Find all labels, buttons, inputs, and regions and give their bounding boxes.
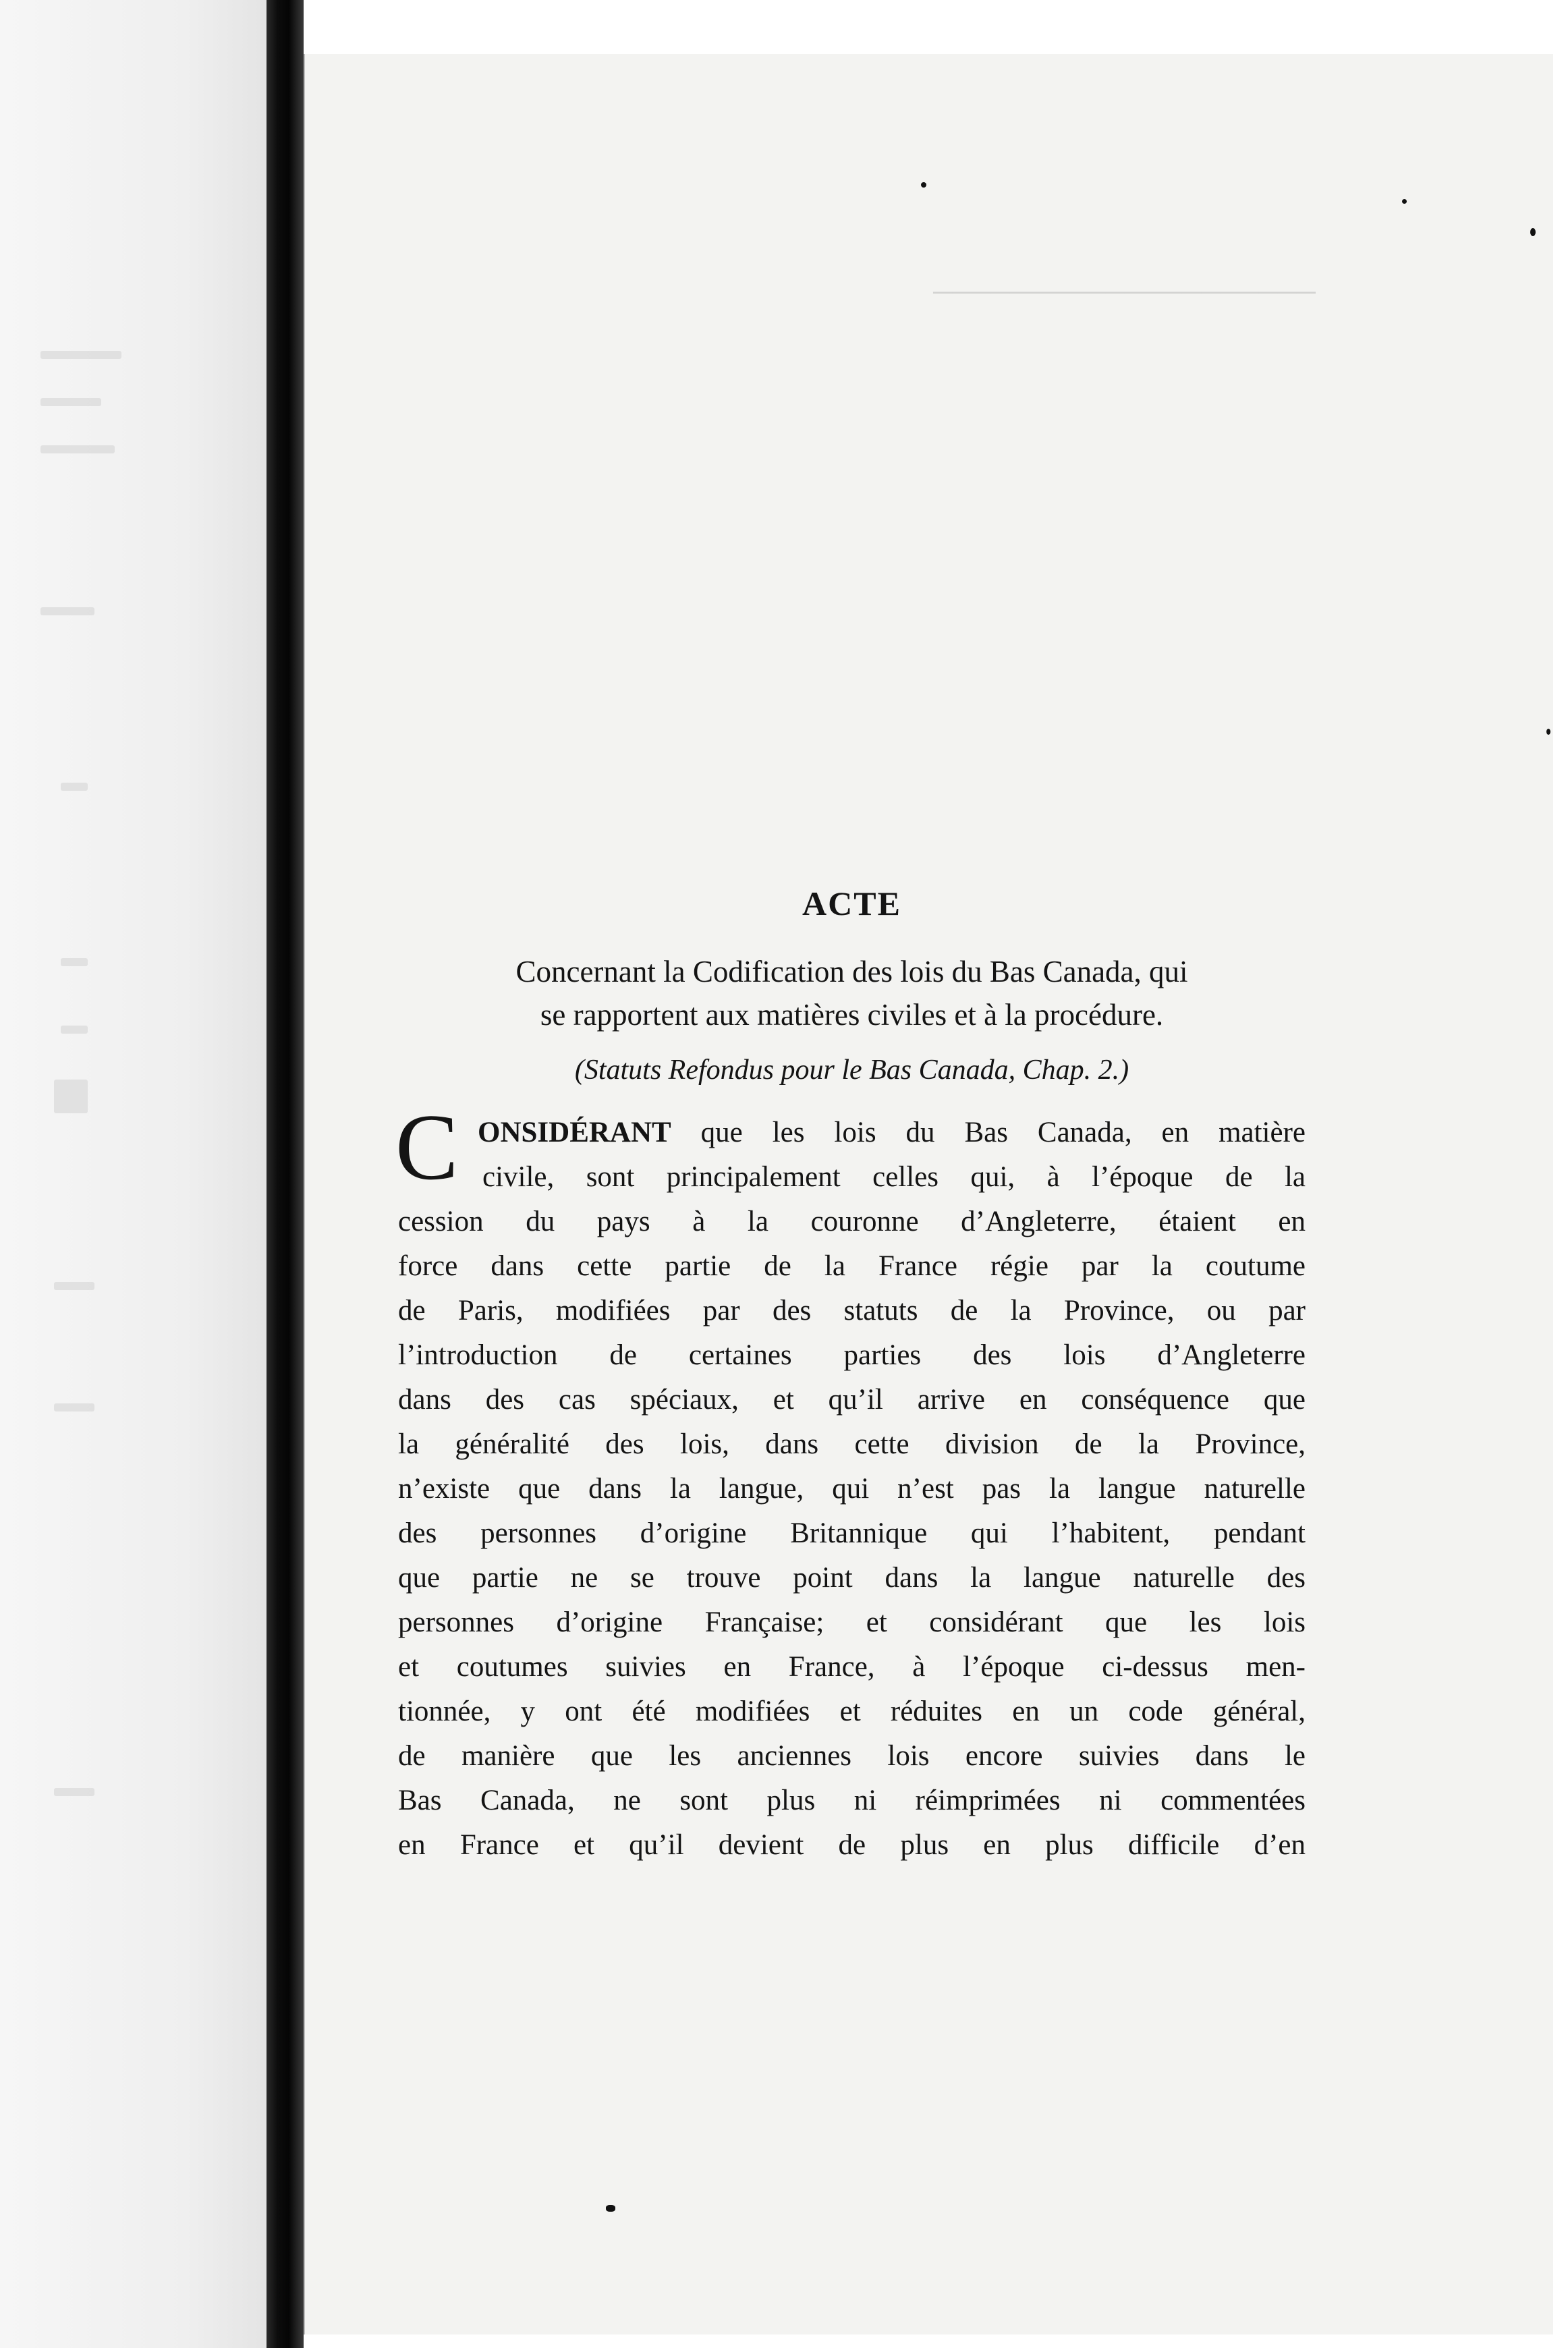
preamble-line: dans des cas spéciaux, et qu’il arrive en conséquence que [398, 1384, 1306, 1416]
preamble-line: Bas Canada, ne sont plus ni réimprimées ni commentées [398, 1785, 1306, 1816]
preamble-paragraph [395, 1095, 1306, 1868]
ink-speck [1530, 228, 1536, 236]
act-subtitle-line: Concernant la Codification des lois du Bas Canada, qui [515, 955, 1188, 988]
ink-speck [1402, 199, 1407, 204]
preamble-line: en France et qu’il devient de plus en plus difficile d’en [398, 1829, 1306, 1861]
bleed-line: ──────────────────── [933, 277, 1316, 307]
preamble-line: tionnée, y ont été modifiées et réduites en un code général, [398, 1696, 1306, 1727]
act-subtitle-line: se rapportent aux matières civiles et à la procédure. [540, 998, 1164, 1032]
act-subtitle [398, 950, 1306, 1036]
preamble-line: de Paris, modifiées par des statuts de la Province, ou par [398, 1295, 1306, 1326]
preamble-line: cession du pays à la couronne d’Angleterre, étaient en [398, 1206, 1306, 1237]
facing-page-ghost-mark [54, 1788, 94, 1796]
facing-page-ghost-mark [40, 351, 121, 359]
facing-page-ghost-mark [40, 607, 94, 615]
binding-gutter [267, 0, 304, 2348]
facing-page-ghost-mark [54, 1282, 94, 1290]
opening-word: ONSIDÉRANT [478, 1117, 671, 1148]
facing-page-ghost-mark [61, 1026, 88, 1034]
first-line-rest: que les lois du Bas Canada, en matière [671, 1117, 1306, 1148]
facing-page-ghost-mark [61, 958, 88, 966]
facing-page-ghost-mark [40, 398, 101, 406]
preamble-line: personnes d’origine Française; et considérant que les lois [398, 1606, 1306, 1638]
act-title: ACTE [802, 885, 901, 922]
facing-page-ghost-mark [54, 1080, 88, 1113]
drop-cap: C [395, 1095, 459, 1200]
facing-page-ghost-mark [61, 783, 88, 791]
bleed-through-header [675, 283, 1552, 309]
facing-page-edge [0, 0, 267, 2348]
preamble-line: l’introduction de certaines parties des lois d’Angleterre [398, 1339, 1306, 1371]
preamble-line: la généralité des lois, dans cette division de la Province, [398, 1428, 1306, 1460]
facing-page-ghost-mark [40, 445, 115, 453]
preamble-line: et coutumes suivies en France, à l’époque ci-dessus men- [398, 1651, 1306, 1683]
preamble-line: civile, sont principalement celles qui, à l’époque de la [482, 1161, 1306, 1193]
preamble-line: force dans cette partie de la France régie par la coutume [398, 1250, 1306, 1282]
act-text-block [395, 884, 1306, 1868]
preamble-line: de manière que les anciennes lois encore suivies dans le [398, 1740, 1306, 1772]
ink-speck [921, 182, 926, 188]
preamble-line: n’existe que dans la langue, qui n’est pas la langue naturelle [398, 1473, 1306, 1505]
top-margin [267, 0, 1568, 27]
ink-speck [1546, 729, 1550, 735]
preamble-line: que partie ne se trouve point dans la langue naturelle des [398, 1562, 1306, 1594]
ink-speck [606, 2205, 615, 2212]
act-citation: (Statuts Refondus pour le Bas Canada, Chap. 2.) [574, 1055, 1129, 1086]
facing-page-ghost-mark [54, 1403, 94, 1411]
preamble-line [398, 1111, 1306, 1155]
preamble-line: des personnes d’origine Britannique qui l’habitent, pendant [398, 1517, 1306, 1549]
